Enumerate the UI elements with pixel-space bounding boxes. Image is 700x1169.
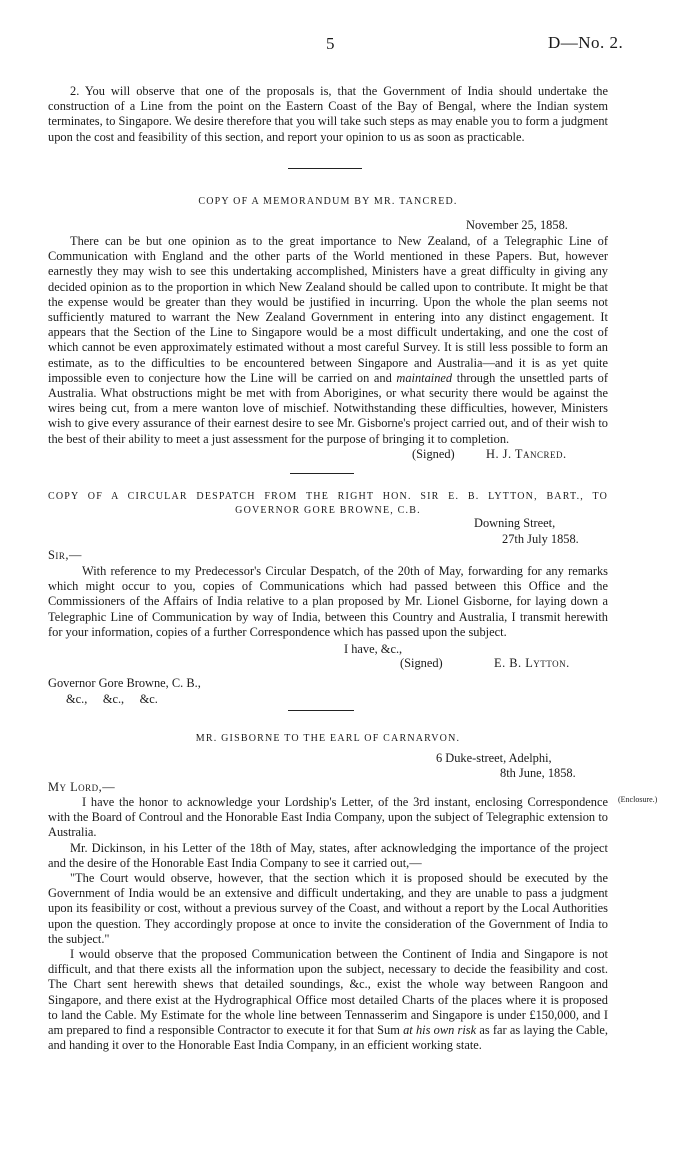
- memo-signed-label: (Signed): [412, 447, 455, 461]
- circular-salutation: Sir,—: [48, 548, 82, 562]
- enclosure-margin-note: (Enclosure.): [618, 795, 658, 804]
- letter-address: 6 Duke-street, Adelphi,: [436, 751, 552, 765]
- circular-addressee-etc: &c., &c., &c.: [66, 692, 158, 706]
- memo-body-text-cont: through the unsettled parts of Australia. What obstructions might be met with from Aborigines, or what security there would be against the wires being cut, from a mere wanton love of mischief. Notwithstanding these difficulties, however, Ministers wish to give every assurance of their earnest desire to see Mr. Gisborne's project carried out, and of their wish to the best of their ability to meet a just assessment for the purpose of bringing it to completion.: [48, 370, 608, 446]
- letter-date: 8th June, 1858.: [500, 766, 576, 780]
- section-divider: [288, 710, 354, 711]
- circular-signatory: E. B. Lytton.: [494, 656, 570, 670]
- letter-heading: MR. GISBORNE TO THE EARL OF CARNARVON.: [195, 733, 461, 744]
- letter-paragraph-4-end: as far as laying the Cable, and handing it over to the Honorable East India Company, in an efficient working state.: [48, 1023, 608, 1053]
- circular-signed-label: (Signed): [400, 656, 443, 670]
- letter-paragraph-4-italic: at his own risk: [403, 1023, 477, 1038]
- circular-body: [48, 564, 608, 640]
- circular-closing: I have, &c.,: [344, 642, 403, 656]
- memo-body-text: There can be but one opinion as to the great importance to New Zealand, of a Telegraphic Line of Communication with England and the other parts of the World mentioned in these Papers. But, however earnestly they may wish to see this undertaking accomplished, Ministers have a great difficulty in giving any decided opinion as to the proportion in which New Zealand should be called upon to contribute. It might be that the expense would be greater than they would be justified in incurring. Upon the whole the plan seems not sufficiently matured to warrant the New Zealand Government in entering into any distinct engagement. It appears that the Section of the Line to Singapore would be a most difficult undertaking, and one the cost of which cannot be even approximately estimated without a most careful Survey. It is still less possible to form an estimate, as to the difficulties to be encountered between Singapore and Australia—and it is as yet quite impossible even to conjecture how the Line will be carried on and: [48, 234, 608, 385]
- document-reference: D—No. 2.: [548, 33, 624, 52]
- memo-signatory: H. J. Tancred.: [486, 447, 567, 461]
- memo-date: November 25, 1858.: [466, 218, 568, 232]
- circular-body-text: With reference to my Predecessor's Circular Despatch, of the 20th of May, forwarding for any remarks which might occur to you, copies of Communications which had passed between this Office and the Commissioners of the Affairs of India relative to a plan proposed by Mr. Lionel Gisborne, for laying down a Telegraphic Line of Communication by way of India, between this Country and Australia, I transmit herewith for your information, copies of a further Correspondence which has passed upon the subject.: [48, 564, 608, 639]
- letter-paragraph-2: Mr. Dickinson, in his Letter of the 18th of May, states, after acknowledging the importance of the project and the desire of the Honorable East India Company to see it carried out,—: [48, 840, 608, 870]
- circular-place: Downing Street,: [474, 516, 556, 530]
- letter-body: [48, 795, 608, 1053]
- letter-quotation: "The Court would observe, however, that the section which it is proposed should be executed by the Government of India would be an extensive and difficult undertaking, and they are unable to pass a judgment upon its feasibility or cost, without a previous survey of the Coast, and without a report by the Local Authorities upon the question. They accordingly propose at once to invite the consideration of the Government of India to the subject.": [48, 871, 608, 946]
- circular-date: 27th July 1858.: [502, 532, 579, 546]
- section-divider: [288, 168, 362, 169]
- memo-heading: COPY OF A MEMORANDUM BY MR. TANCRED.: [198, 196, 458, 207]
- intro-paragraph: [48, 84, 608, 145]
- letter-paragraph-4: I would observe that the proposed Communication between the Continent of India and Singapore is not difficult, and that there exists all the information upon the subject, necessary to decide the feasibility and cost. The Chart sent herewith shews that detailed soundings, &c., exist the whole way between Rangoon and Singapore, and there exist at the Hydrographical Office most detailed Charts of the places where it is proposed to land the Cable. My Estimate for the whole line between Tennasserim and Singapore is under £150,000, and I am prepared to find a responsible Contractor to execute it for that Sum: [48, 947, 608, 1038]
- memo-body: [48, 234, 608, 447]
- section-divider: [290, 473, 354, 474]
- letter-paragraph-1: I have the honor to acknowledge your Lordship's Letter, of the 3rd instant, enclosing Correspondence with the Board of Controul and the Honorable East India Company, upon the subject of Telegraphic extension to Australia.: [48, 795, 608, 840]
- letter-salutation: My Lord,—: [48, 780, 116, 794]
- intro-text: 2. You will observe that one of the proposals is, that the Government of India should undertake the construction of a Line from the point on the Eastern Coast of the Bay of Bengal, where the Indian system terminates, to Singapore. We desire therefore that you will take such steps as may enable you to form a judgment upon the cost and feasibility of this section, and report your opinion to us as soon as practicable.: [48, 84, 608, 144]
- circular-addressee: Governor Gore Browne, C. B.,: [48, 676, 201, 690]
- page-number: 5: [326, 34, 335, 53]
- circular-heading-line2: GOVERNOR GORE BROWNE, C.B.: [235, 505, 421, 516]
- circular-heading-line1: COPY OF A CIRCULAR DESPATCH FROM THE RIGHT HON. SIR E. B. LYTTON, BART., TO: [48, 491, 608, 502]
- memo-body-italic: maintained: [396, 370, 453, 385]
